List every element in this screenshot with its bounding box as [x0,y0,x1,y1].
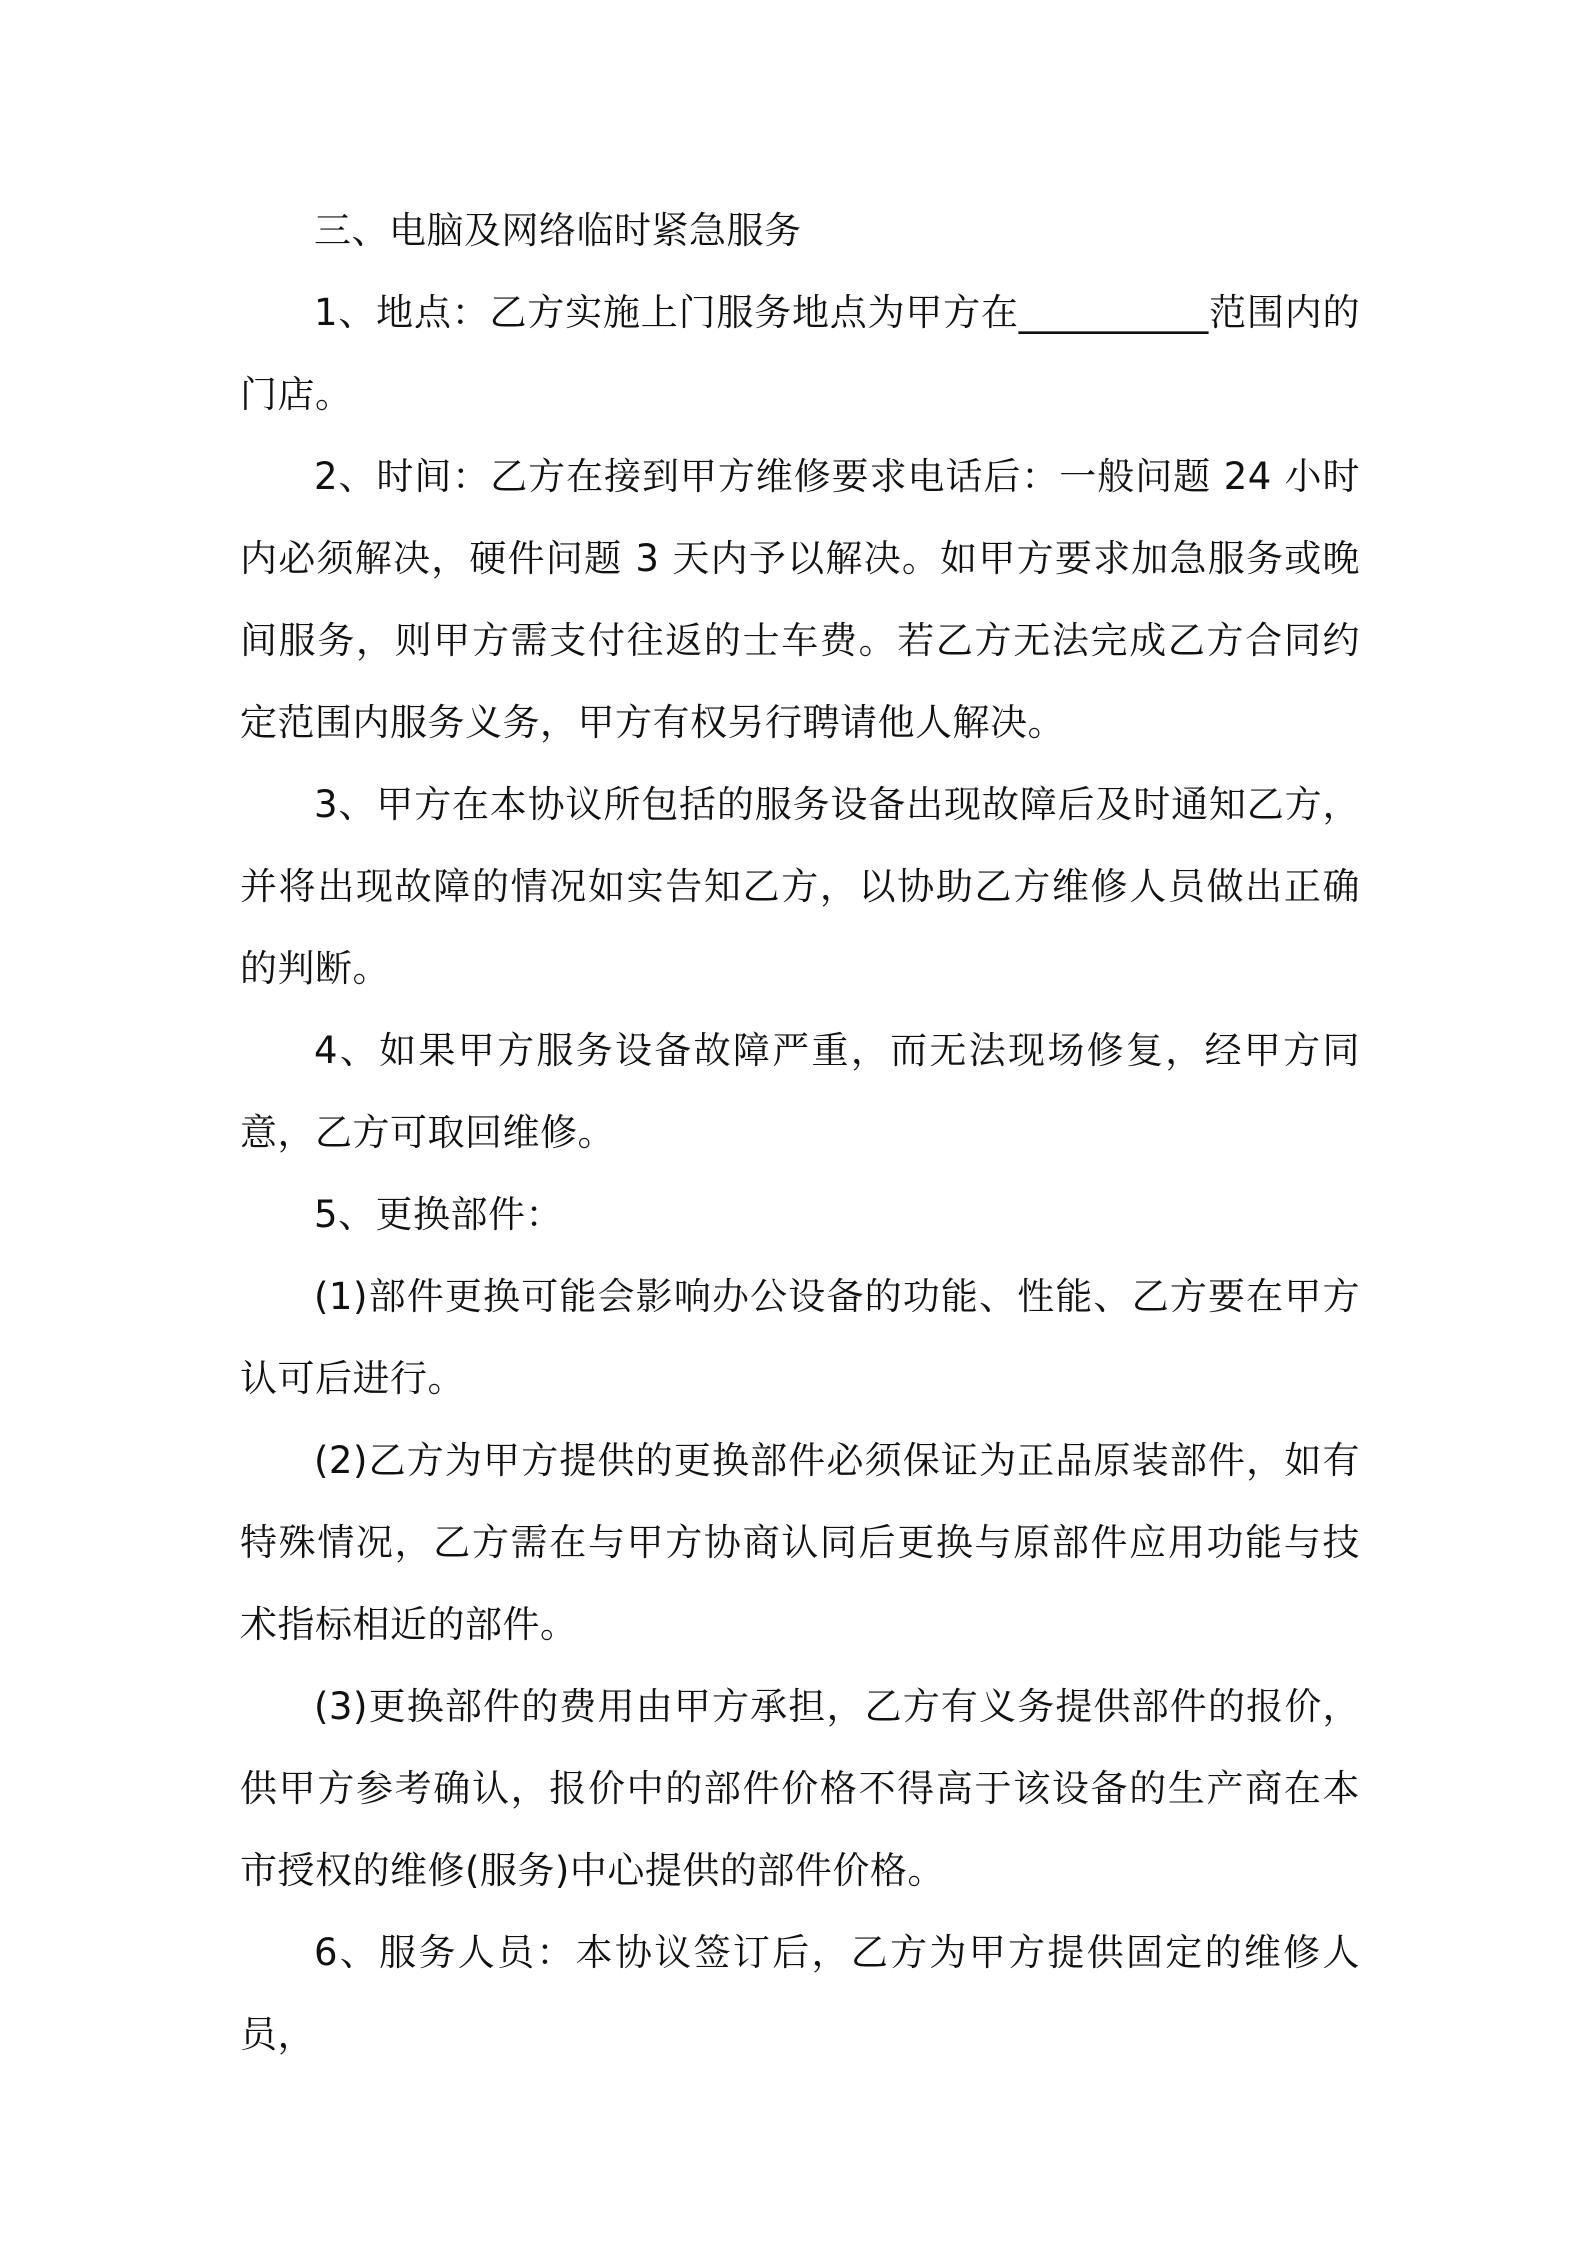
clause-5-item-1: (1)部件更换可能会影响办公设备的功能、性能、乙方要在甲方认可后进行。 [240,1275,1360,1400]
clause-6-service-personnel: 6、服务人员：本协议签订后，乙方为甲方提供固定的维修人员， [240,1931,1360,2056]
clause-3-notification: 3、甲方在本协议所包括的服务设备出现故障后及时通知乙方，并将出现故障的情况如实告知乙方，以协助乙方维修人员做出正确的判断。 [240,783,1360,990]
clause-2-time: 2、时间：乙方在接到甲方维修要求电话后：一般问题 24 小时内必须解决，硬件问题 3 天内予以解决。如甲方要求加急服务或晚间服务，则甲方需支付往返的士车费。若乙方无法完成乙方合同约定范围内服务义务，甲方有权另行聘请他人解决。 [240,455,1360,744]
clause-4-offsite-repair: 4、如果甲方服务设备故障严重，而无法现场修复，经甲方同意，乙方可取回维修。 [240,1029,1360,1154]
document-body [240,190,1360,2076]
clause-5-parts-replacement: 5、更换部件： [314,1193,564,1236]
section-heading: 三、电脑及网络临时紧急服务 [314,209,802,252]
clause-5-item-2: (2)乙方为甲方提供的更换部件必须保证为正品原装部件，如有特殊情况，乙方需在与甲方协商认同后更换与原部件应用功能与技术指标相近的部件。 [240,1439,1360,1646]
clause-1-location: 1、地点：乙方实施上门服务地点为甲方在__________范围内的门店。 [240,291,1360,416]
clause-5-item-3: (3)更换部件的费用由甲方承担，乙方有义务提供部件的报价，供甲方参考确认，报价中的部件价格不得高于该设备的生产商在本市授权的维修(服务)中心提供的部件价格。 [240,1685,1360,1892]
